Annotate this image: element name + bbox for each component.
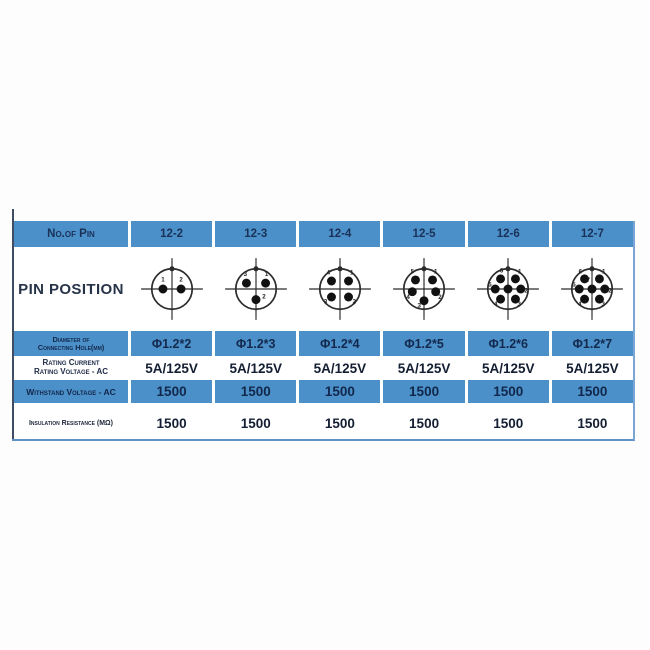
- pin-diagram-12-3: [215, 247, 296, 331]
- connector-face-12-2: [139, 256, 205, 322]
- connector-face-12-5: [391, 256, 457, 322]
- svg-text:3: 3: [601, 301, 606, 309]
- insulation-value: 1500: [240, 416, 271, 431]
- svg-text:4: 4: [494, 301, 498, 309]
- rating-row: [14, 356, 633, 380]
- pin-position-label: PIN POSITION: [18, 280, 124, 298]
- diameter-label-line2: Connecting Hole(mm): [37, 342, 105, 352]
- column-header-12-2: 12-2: [131, 221, 212, 247]
- connector-face-12-3: [223, 256, 289, 322]
- connector-spec-table: [12, 221, 635, 441]
- insulation-value: 1500: [577, 416, 608, 431]
- svg-text:3: 3: [323, 298, 328, 306]
- rating-value: 5A/125V: [229, 360, 283, 376]
- svg-text:2: 2: [524, 287, 529, 295]
- diameter-label-line1: Diameter of: [52, 334, 90, 344]
- svg-text:2: 2: [352, 298, 356, 306]
- diameter-value: Φ1.2*2: [131, 331, 212, 356]
- withstand-value: 1500: [383, 380, 464, 403]
- svg-text:6: 6: [500, 267, 504, 275]
- rating-row-label: [14, 356, 128, 380]
- diameter-value: Φ1.2*4: [299, 331, 380, 356]
- insulation-row: [14, 408, 633, 439]
- withstand-value: 1500: [131, 380, 212, 403]
- connector-face-12-4: [307, 256, 373, 322]
- no-of-pin-header: No.of Pin: [14, 221, 128, 247]
- svg-text:2: 2: [261, 293, 266, 301]
- svg-text:1: 1: [434, 268, 438, 276]
- withstand-value: 1500: [215, 380, 296, 403]
- diameter-value: Φ1.2*6: [468, 331, 549, 356]
- column-header-12-5: 12-5: [383, 221, 464, 247]
- pin-diagram-12-5: [383, 247, 464, 331]
- svg-text:6: 6: [578, 268, 583, 276]
- svg-text:3: 3: [417, 302, 421, 310]
- connector-face-12-6: [475, 256, 541, 322]
- pin-diagram-12-2: [131, 247, 212, 331]
- svg-text:3: 3: [243, 271, 247, 279]
- withstand-value: 1500: [468, 380, 549, 403]
- insulation-value: 1500: [156, 416, 187, 431]
- svg-text:4: 4: [406, 294, 410, 302]
- connector-face-12-7: [559, 256, 625, 322]
- pin-diagram-12-7: [552, 247, 633, 331]
- rating-value: 5A/125V: [397, 360, 451, 376]
- rating-value: 5A/125V: [145, 360, 198, 376]
- svg-text:2: 2: [438, 294, 442, 302]
- insulation-value: 1500: [493, 416, 524, 431]
- column-header-12-4: 12-4: [299, 221, 380, 247]
- rating-label-line2: Rating Voltage - AC: [33, 367, 109, 376]
- svg-text:5: 5: [410, 268, 415, 276]
- svg-text:1: 1: [160, 276, 165, 284]
- svg-text:1: 1: [518, 268, 522, 276]
- diameter-value: Φ1.2*5: [383, 331, 464, 356]
- insulation-value: 1500: [324, 416, 355, 431]
- diameter-value: Φ1.2*7: [552, 331, 633, 356]
- svg-text:7: 7: [586, 277, 591, 285]
- pin-diagram-12-6: [468, 247, 549, 331]
- table-left-border: [12, 209, 14, 439]
- table-header-row: [14, 221, 633, 247]
- withstand-value: 1500: [552, 380, 633, 403]
- withstand-row: [14, 380, 633, 403]
- svg-text:1: 1: [602, 268, 606, 276]
- column-header-12-3: 12-3: [215, 221, 296, 247]
- svg-text:5: 5: [572, 281, 577, 289]
- svg-text:1: 1: [264, 271, 269, 279]
- rating-value: 5A/125V: [313, 360, 367, 376]
- pin-position-row: [14, 247, 633, 331]
- insulation-row-label: Insulation Resistance (MΩ): [28, 420, 114, 427]
- svg-text:2: 2: [178, 276, 183, 284]
- diameter-value: Φ1.2*3: [215, 331, 296, 356]
- svg-text:5: 5: [488, 281, 492, 289]
- insulation-value: 1500: [409, 416, 440, 431]
- diameter-row: [14, 331, 633, 356]
- svg-text:4: 4: [326, 269, 330, 277]
- rating-value: 5A/125V: [481, 360, 535, 376]
- withstand-row-label: Withstand Voltage - AC: [14, 380, 128, 403]
- svg-text:2: 2: [608, 287, 613, 295]
- rating-value: 5A/125V: [566, 360, 619, 376]
- svg-text:1: 1: [349, 269, 354, 277]
- svg-text:4: 4: [578, 301, 582, 309]
- rating-label-line1: Rating Current: [42, 358, 100, 368]
- withstand-value: 1500: [299, 380, 380, 403]
- diameter-row-label: [14, 331, 128, 356]
- svg-text:3: 3: [517, 301, 522, 309]
- pin-diagram-12-4: [299, 247, 380, 331]
- column-header-12-6: 12-6: [468, 221, 549, 247]
- column-header-12-7: 12-7: [552, 221, 633, 247]
